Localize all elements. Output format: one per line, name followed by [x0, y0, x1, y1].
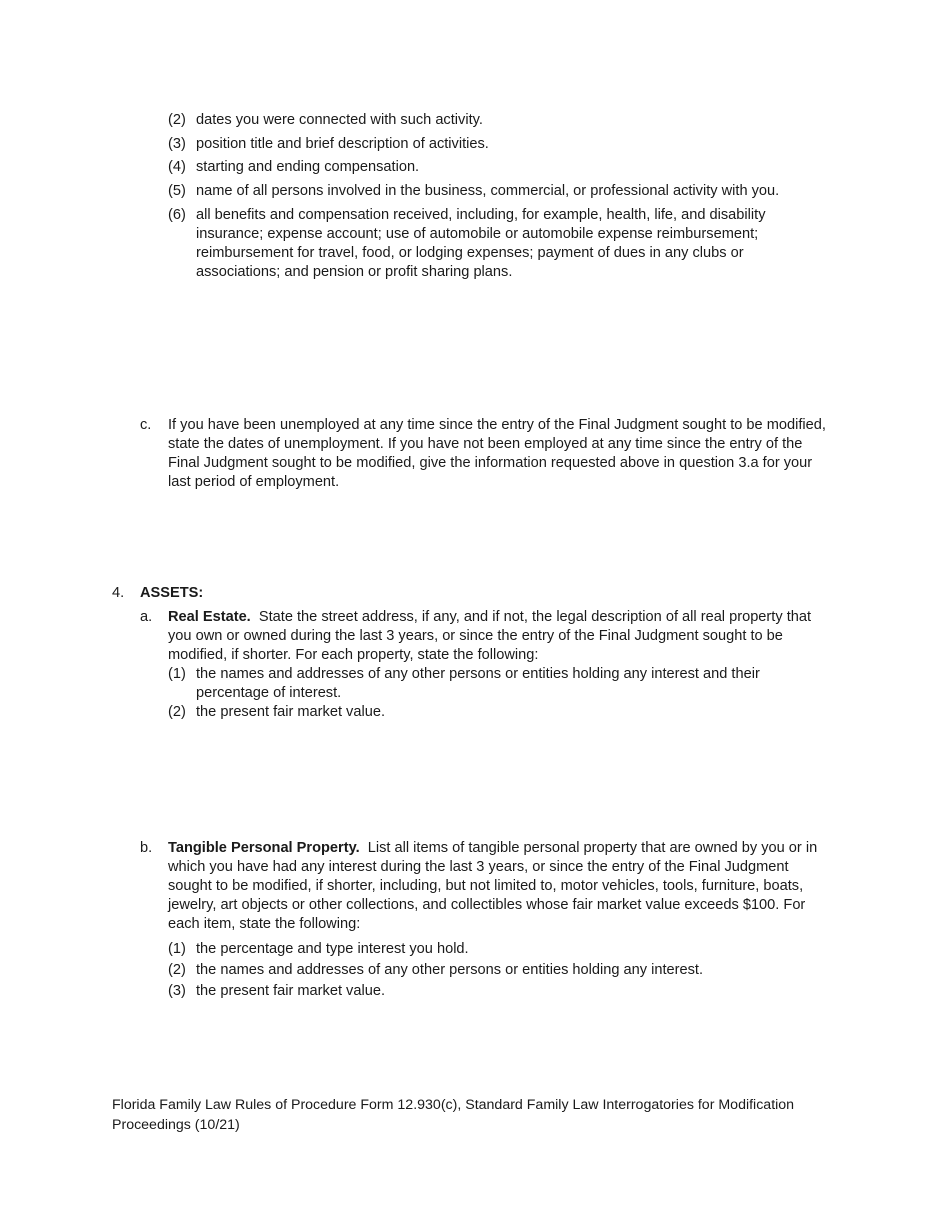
section-4a-heading: Real Estate. — [168, 609, 251, 625]
section-4a-paragraph — [168, 608, 833, 665]
item-number: (1) — [168, 941, 186, 957]
item-text: position title and brief description of activities. — [196, 136, 489, 152]
item-letter: b. — [140, 840, 153, 856]
item-text: the names and addresses of any other persons or entities holding any interest and their percentage of interest. — [196, 666, 760, 701]
item-letter: a. — [140, 609, 153, 625]
item-text: all benefits and compensation received, including, for example, health, life, and disability insurance; expense account; use of automobile or automobile expense reimbursement; reimbursement for travel, food, or lodging expenses; payment of dues in any clubs or associations; and pension or profit sharing plans. — [196, 207, 766, 280]
item-number: (6) — [168, 207, 186, 223]
item-number: (4) — [168, 159, 186, 175]
item-number: (1) — [168, 666, 186, 682]
item-number: (2) — [168, 962, 186, 978]
section-4b-paragraph — [168, 839, 833, 934]
item-number: (3) — [168, 136, 186, 152]
item-number: (5) — [168, 183, 186, 199]
section-number: 4. — [112, 585, 125, 601]
section-title: ASSETS: — [140, 585, 204, 601]
section-4b-heading: Tangible Personal Property. — [168, 840, 360, 856]
section-3c-text: If you have been unemployed at any time since the entry of the Final Judgment sought to be modified, state the dates of unemployment. If you have not been employed at any time since the entry of the Final Judgment sought to be modified, give the information requested above in question 3.a for your last period of employment. — [168, 417, 826, 490]
item-number: (3) — [168, 983, 186, 999]
item-text: the present fair market value. — [196, 704, 385, 720]
item-letter: c. — [140, 417, 152, 433]
item-text: starting and ending compensation. — [196, 159, 420, 175]
section-4b-text: List all items of tangible personal property that are owned by you or in which you have had any interest during the last 3 years, or since the entry of the Final Judgment sought to be modified, if shorter, including, but not limited to, motor vehicles, tools, furniture, boats, jewelry, art objects or other collections, and collectibles whose fair market value exceeds $100. For each item, state the following: — [168, 840, 818, 932]
item-text: the percentage and type interest you hold. — [196, 941, 469, 957]
item-text: the names and addresses of any other persons or entities holding any interest. — [196, 962, 704, 978]
item-text: name of all persons involved in the business, commercial, or professional activity with you. — [196, 183, 780, 199]
item-number: (2) — [168, 112, 186, 128]
page-footer: Florida Family Law Rules of Procedure Form 12.930(c), Standard Family Law Interrogatories for Modification Proceedings (10/21) — [112, 1097, 795, 1133]
section-4a-text: State the street address, if any, and if not, the legal description of all real property that you own or owned during the last 3 years, or since the entry of the Final Judgment sought to be modified, if shorter. For each property, state the following: — [168, 609, 812, 663]
item-text: the present fair market value. — [196, 983, 385, 999]
item-number: (2) — [168, 704, 186, 720]
item-text: dates you were connected with such activity. — [196, 112, 483, 128]
